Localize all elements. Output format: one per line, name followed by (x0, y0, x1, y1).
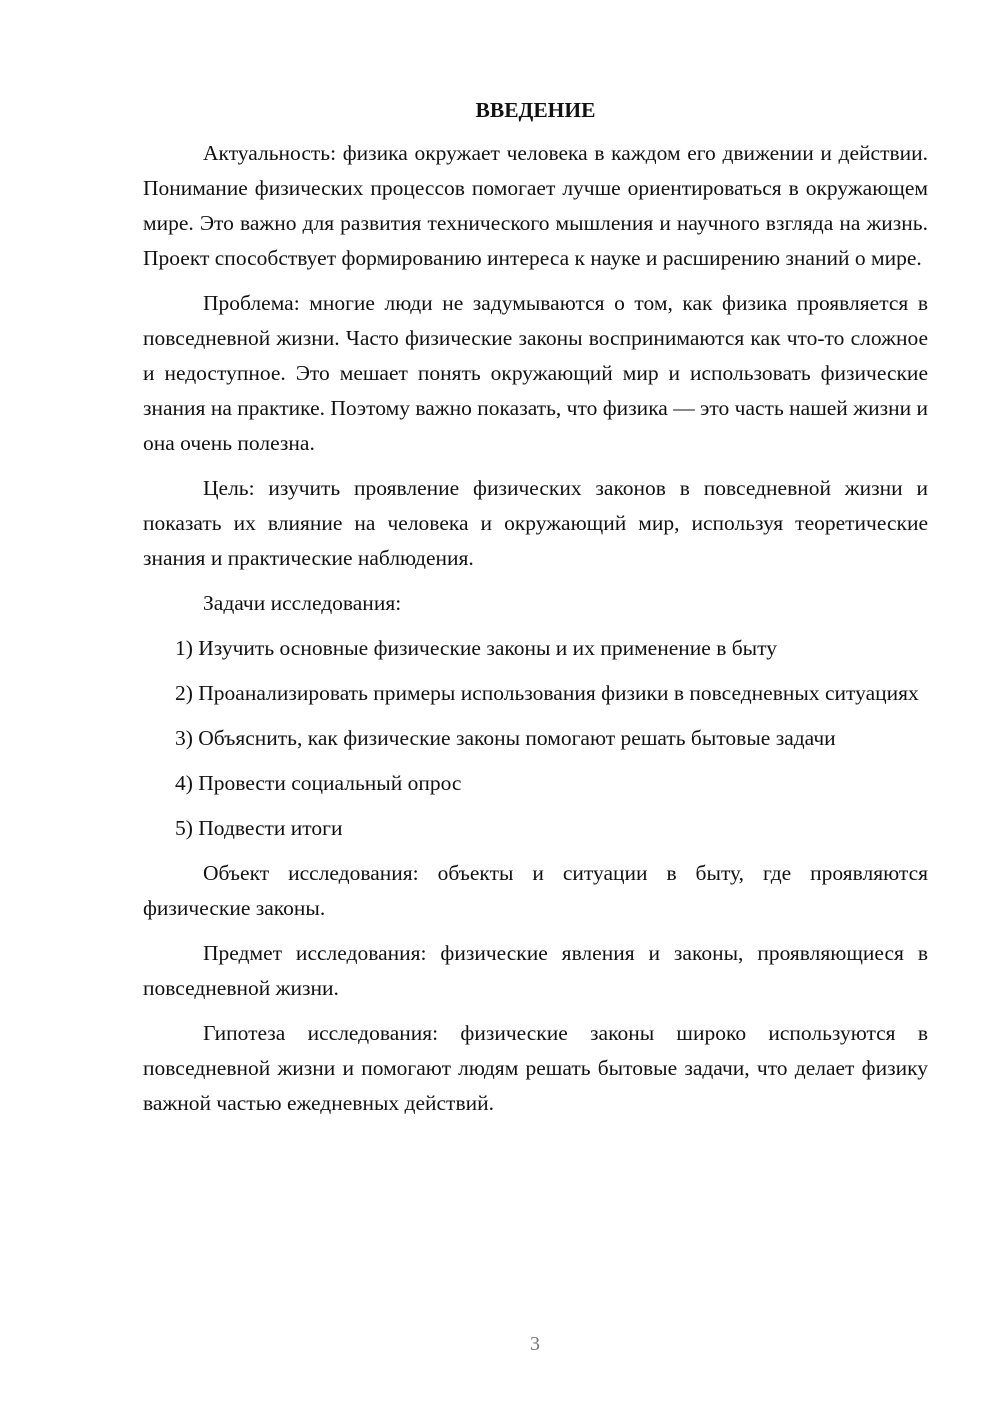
page-content (143, 92, 928, 1131)
task-item-5: 5) Подвести итоги (175, 816, 343, 840)
actuality-paragraph: Актуальность: физика окружает человека в каждом его движении и действии. Понимание физических процессов помогает лучше ориентироваться в окружающем мире. Это важно для развития технического мышления и научного взгляда на жизнь. Проект способствует формированию интереса к науке и расширению знаний о мире. (143, 141, 928, 270)
object-paragraph: Объект исследования: объекты и ситуации в быту, где проявляются физические законы. (143, 861, 928, 920)
hypothesis-paragraph: Гипотеза исследования: физические законы широко используются в повседневной жизни и помогают людям решать бытовые задачи, что делает физику важной частью ежедневных действий. (143, 1021, 928, 1115)
page-number: 3 (530, 1333, 540, 1355)
task-item-1: 1) Изучить основные физические законы и их применение в быту (175, 636, 777, 660)
subject-paragraph: Предмет исследования: физические явления и законы, проявляющиеся в повседневной жизни. (143, 941, 928, 1000)
task-item-4: 4) Провести социальный опрос (175, 771, 462, 795)
section-title: ВВЕДЕНИЕ (475, 98, 596, 122)
task-item-2: 2) Проанализировать примеры использования физики в повседневных ситуациях (175, 681, 919, 705)
problem-paragraph: Проблема: многие люди не задумываются о том, как физика проявляется в повседневной жизни. Часто физические законы воспринимаются как что-то сложное и недоступное. Это мешает понять окружающий мир и использовать физические знания на практике. Поэтому важно показать, что физика — это часть нашей жизни и она очень полезна. (143, 291, 928, 455)
task-item-3: 3) Объяснить, как физические законы помогают решать бытовые задачи (175, 726, 836, 750)
tasks-heading: Задачи исследования: (203, 591, 402, 615)
goal-paragraph: Цель: изучить проявление физических законов в повседневной жизни и показать их влияние на человека и окружающий мир, используя теоретические знания и практические наблюдения. (143, 476, 928, 570)
